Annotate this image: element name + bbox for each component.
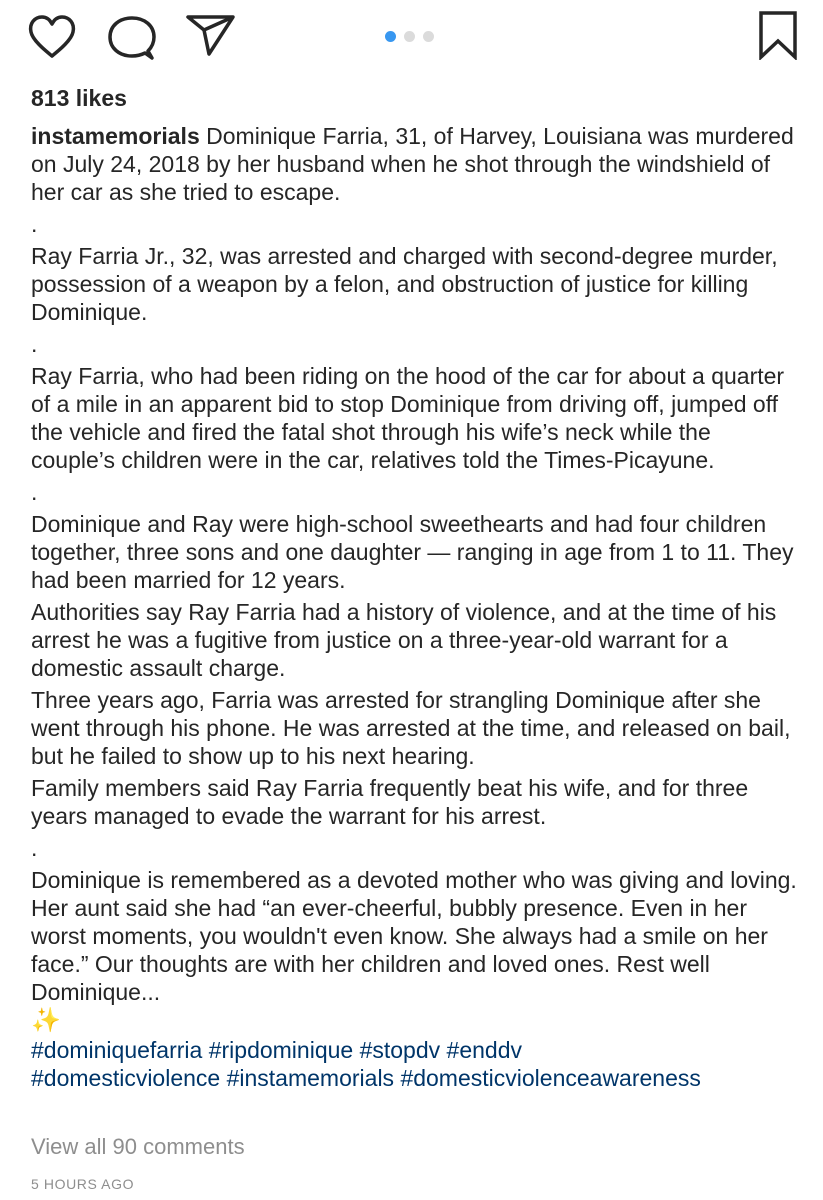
caption-separator: . (31, 211, 38, 237)
caption-paragraph: Dominique and Ray were high-school sweethearts and had four children together, three sons and one daughter — ranging in age from 1 to 11. They had been married for 12 years. (31, 511, 794, 593)
carousel-dot (423, 31, 434, 42)
post-timestamp: 5 HOURS AGO (31, 1176, 135, 1192)
post-action-bar (0, 0, 823, 75)
likes-count[interactable]: 813 likes (31, 85, 127, 111)
caption-paragraph (31, 122, 801, 206)
caption-separator: . (31, 331, 38, 357)
share-icon[interactable] (185, 13, 237, 57)
caption-paragraph: Family members said Ray Farria frequently beat his wife, and for three years managed to evade the warrant for his arrest. (31, 775, 749, 829)
caption-separator: . (31, 835, 38, 861)
carousel-dot (404, 31, 415, 42)
caption-text: Dominique Farria, 31, of Harvey, Louisiana was murdered on July 24, 2018 by her husband when he shot through the windshield of her car as she tried to escape. (31, 123, 794, 205)
comment-icon[interactable] (107, 14, 157, 62)
caption-username[interactable]: instamemorials (31, 123, 200, 149)
hashtags-line[interactable]: #dominiquefarria #ripdominique #stopdv #enddv (31, 1037, 522, 1063)
post-caption (31, 122, 801, 1092)
bookmark-icon[interactable] (758, 10, 798, 60)
caption-paragraph: Ray Farria, who had been riding on the hood of the car for about a quarter of a mile in an apparent bid to stop Dominique from driving off, jumped off the vehicle and fired the fatal shot through his wife’s neck while the couple’s children were in the car, relatives told the Times-Picayune. (31, 363, 785, 473)
caption-paragraph: Ray Farria Jr., 32, was arrested and charged with second-degree murder, possession of a weapon by a felon, and obstruction of justice for killing Dominique. (31, 243, 778, 325)
heart-icon[interactable] (27, 14, 77, 60)
caption-separator: . (31, 479, 38, 505)
caption-paragraph: Authorities say Ray Farria had a history of violence, and at the time of his arrest he was a fugitive from justice on a three-year-old warrant for a domestic assault charge. (31, 599, 777, 681)
view-all-comments-link[interactable]: View all 90 comments (31, 1134, 245, 1159)
carousel-dot-active (385, 31, 396, 42)
caption-paragraph: Dominique is remembered as a devoted mother who was giving and loving. Her aunt said she had “an ever-cheerful, bubbly presence. Even in her worst moments, you wouldn't even know. She always had a smile on her face.” Our thoughts are with her children and loved ones. Rest well Dominique... (31, 867, 797, 1005)
caption-paragraph: Three years ago, Farria was arrested for strangling Dominique after she went through his phone. He was arrested at the time, and released on bail, but he failed to show up to his next hearing. (31, 687, 791, 769)
carousel-indicator (385, 31, 434, 42)
sparkles-emoji: ✨ (31, 1007, 61, 1034)
hashtags-line[interactable]: #domesticviolence #instamemorials #domesticviolenceawareness (31, 1065, 701, 1091)
